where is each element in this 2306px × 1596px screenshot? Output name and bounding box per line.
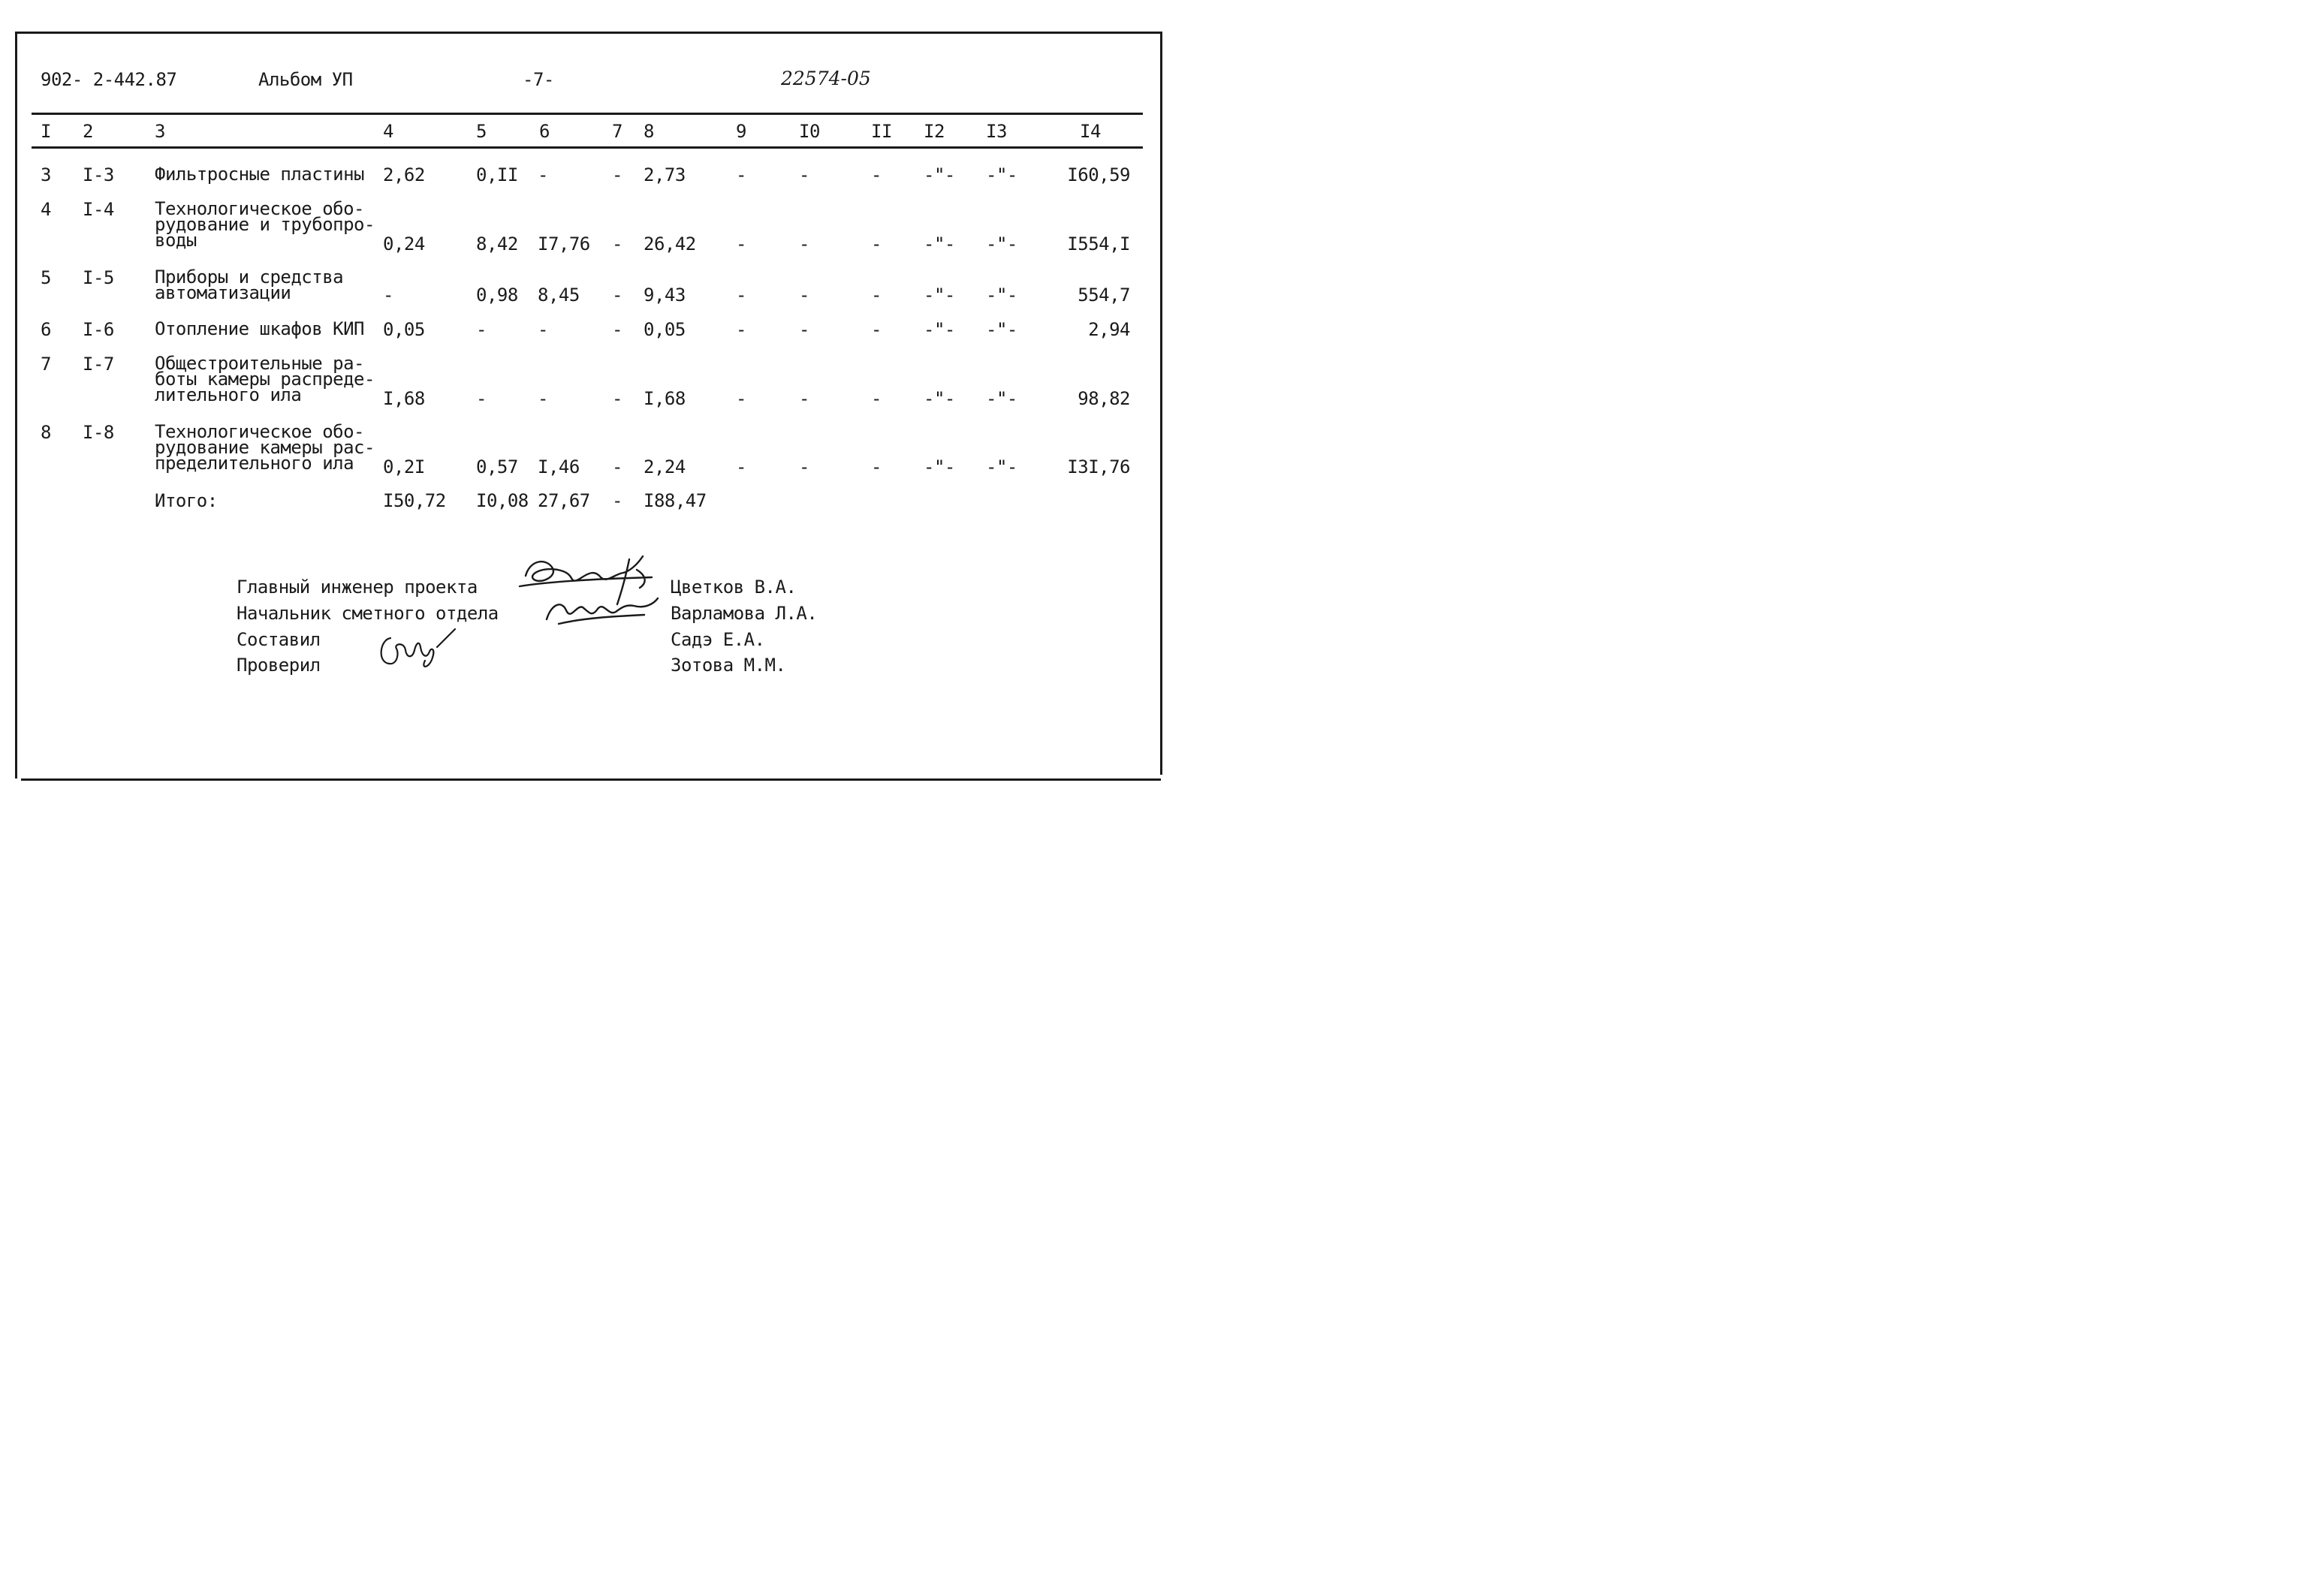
row-c10: - [799, 285, 809, 306]
row-c6: 8,45 [538, 285, 580, 306]
row-c8: 26,42 [644, 233, 696, 254]
row-c4: I,68 [383, 388, 425, 409]
row-code: I-4 [83, 199, 114, 220]
row-c12: -"- [924, 456, 955, 477]
row-c9: - [736, 233, 746, 254]
row-c9: - [736, 388, 746, 409]
column-header: I3 [986, 121, 1007, 142]
row-name [155, 318, 364, 339]
row-c14: I554,I [1067, 233, 1130, 254]
row-number: 7 [41, 354, 51, 375]
row-c10: - [799, 456, 809, 477]
row-c6: - [538, 319, 548, 340]
row-c4: 0,05 [383, 319, 425, 340]
row-c12: -"- [924, 319, 955, 340]
row-c11: - [871, 164, 882, 185]
row-c5: - [476, 319, 487, 340]
row-name-line: рудование камеры рас- [155, 437, 375, 458]
row-c11: - [871, 233, 882, 254]
album-label: Альбом УП [258, 69, 353, 90]
row-c14: I60,59 [1067, 164, 1130, 185]
row-c8: I,68 [644, 388, 686, 409]
row-c5: - [476, 388, 487, 409]
column-header: 7 [612, 121, 622, 142]
total-label: Итого: [155, 490, 218, 511]
row-name [155, 267, 344, 303]
row-code: I-3 [83, 164, 114, 185]
column-header: 2 [83, 121, 93, 142]
column-header: II [871, 121, 892, 142]
row-c13: -"- [986, 319, 1017, 340]
column-header: 3 [155, 121, 165, 142]
row-c14: 2,94 [1088, 319, 1130, 340]
row-c4: 0,2I [383, 456, 425, 477]
row-name-line: автоматизации [155, 282, 291, 303]
column-header: 4 [383, 121, 393, 142]
signature-role: Главный инженер проекта [237, 577, 478, 598]
row-c5: 0,98 [476, 285, 518, 306]
row-c6: - [538, 388, 548, 409]
row-c7: - [612, 388, 622, 409]
row-c7: - [612, 285, 622, 306]
row-name-line: воды [155, 230, 197, 251]
row-number: 3 [41, 164, 51, 185]
row-name-line: рудование и трубопро- [155, 214, 375, 235]
row-name-line: пределительного ила [155, 453, 354, 474]
row-c13: -"- [986, 285, 1017, 306]
row-c9: - [736, 456, 746, 477]
row-c11: - [871, 319, 882, 340]
row-c12: -"- [924, 388, 955, 409]
row-c5: 0,II [476, 164, 518, 185]
row-c7: - [612, 164, 622, 185]
row-name-line: Отопление шкафов КИП [155, 318, 364, 339]
row-c11: - [871, 388, 882, 409]
signature-role: Проверил [237, 655, 321, 676]
row-c10: - [799, 319, 809, 340]
column-header: 5 [476, 121, 487, 142]
row-c8: 0,05 [644, 319, 686, 340]
row-name-line: лительного ила [155, 384, 302, 405]
page-number: -7- [523, 69, 554, 90]
row-c12: -"- [924, 285, 955, 306]
row-name-line: Технологическое обо- [155, 421, 364, 442]
row-c13: -"- [986, 233, 1017, 254]
row-c14: 554,7 [1078, 285, 1130, 306]
row-code: I-8 [83, 422, 114, 443]
row-c9: - [736, 319, 746, 340]
row-name [155, 353, 375, 405]
frame-right-border [1160, 32, 1162, 775]
frame-bottom-border [21, 778, 1161, 781]
total-col-5: I0,08 [476, 490, 529, 511]
row-c11: - [871, 456, 882, 477]
column-header: 9 [736, 121, 746, 142]
signature-name: Зотова М.М. [671, 655, 786, 676]
row-name-line: Общестроительные ра- [155, 353, 364, 374]
signature-role: Составил [237, 629, 321, 650]
row-c7: - [612, 319, 622, 340]
row-name-line: боты камеры распреде- [155, 369, 375, 390]
row-c4: 2,62 [383, 164, 425, 185]
row-code: I-5 [83, 267, 114, 288]
signature-name: Варламова Л.А. [671, 603, 818, 624]
handwritten-signature-compiler [374, 625, 458, 677]
row-c6: I,46 [538, 456, 580, 477]
handwritten-signature-chief-engineer [517, 552, 659, 631]
total-col-8: I88,47 [644, 490, 707, 511]
row-c13: -"- [986, 456, 1017, 477]
doc-code: 902- 2-442.87 [41, 69, 177, 90]
row-number: 6 [41, 319, 51, 340]
row-c5: 8,42 [476, 233, 518, 254]
row-c4: - [383, 285, 393, 306]
row-c4: 0,24 [383, 233, 425, 254]
total-col-7: - [612, 490, 622, 511]
column-header: 8 [644, 121, 654, 142]
row-name [155, 421, 375, 474]
row-c14: I3I,76 [1067, 456, 1130, 477]
column-header: I2 [924, 121, 945, 142]
signature-role: Начальник сметного отдела [237, 603, 499, 624]
row-c6: I7,76 [538, 233, 590, 254]
header-top-rule [32, 113, 1143, 115]
row-c9: - [736, 164, 746, 185]
row-c13: -"- [986, 164, 1017, 185]
row-c10: - [799, 233, 809, 254]
row-code: I-7 [83, 354, 114, 375]
column-header: I0 [799, 121, 820, 142]
row-c12: -"- [924, 164, 955, 185]
document-number: 22574-05 [781, 68, 871, 89]
row-name-line: Технологическое обо- [155, 198, 364, 219]
column-header: I [41, 121, 51, 142]
total-col-4: I50,72 [383, 490, 446, 511]
row-name [155, 164, 364, 185]
header-bottom-rule [32, 146, 1143, 149]
signature-name: Цветков В.А. [671, 577, 797, 598]
row-name [155, 198, 375, 251]
row-c8: 9,43 [644, 285, 686, 306]
frame-top-border [15, 32, 1162, 34]
row-c8: 2,24 [644, 456, 686, 477]
row-c11: - [871, 285, 882, 306]
signature-name: Садэ Е.А. [671, 629, 765, 650]
total-col-6: 27,67 [538, 490, 590, 511]
row-name-line: Фильтросные пластины [155, 164, 364, 185]
row-c12: -"- [924, 233, 955, 254]
row-c5: 0,57 [476, 456, 518, 477]
frame-left-border [15, 32, 17, 778]
row-c10: - [799, 164, 809, 185]
row-c7: - [612, 456, 622, 477]
row-number: 5 [41, 267, 51, 288]
row-c8: 2,73 [644, 164, 686, 185]
row-c7: - [612, 233, 622, 254]
row-name-line: Приборы и средства [155, 267, 344, 288]
row-c13: -"- [986, 388, 1017, 409]
column-header: 6 [539, 121, 550, 142]
row-c14: 98,82 [1078, 388, 1130, 409]
row-code: I-6 [83, 319, 114, 340]
row-number: 4 [41, 199, 51, 220]
row-c9: - [736, 285, 746, 306]
column-header: I4 [1080, 121, 1101, 142]
row-number: 8 [41, 422, 51, 443]
row-c10: - [799, 388, 809, 409]
row-c6: - [538, 164, 548, 185]
